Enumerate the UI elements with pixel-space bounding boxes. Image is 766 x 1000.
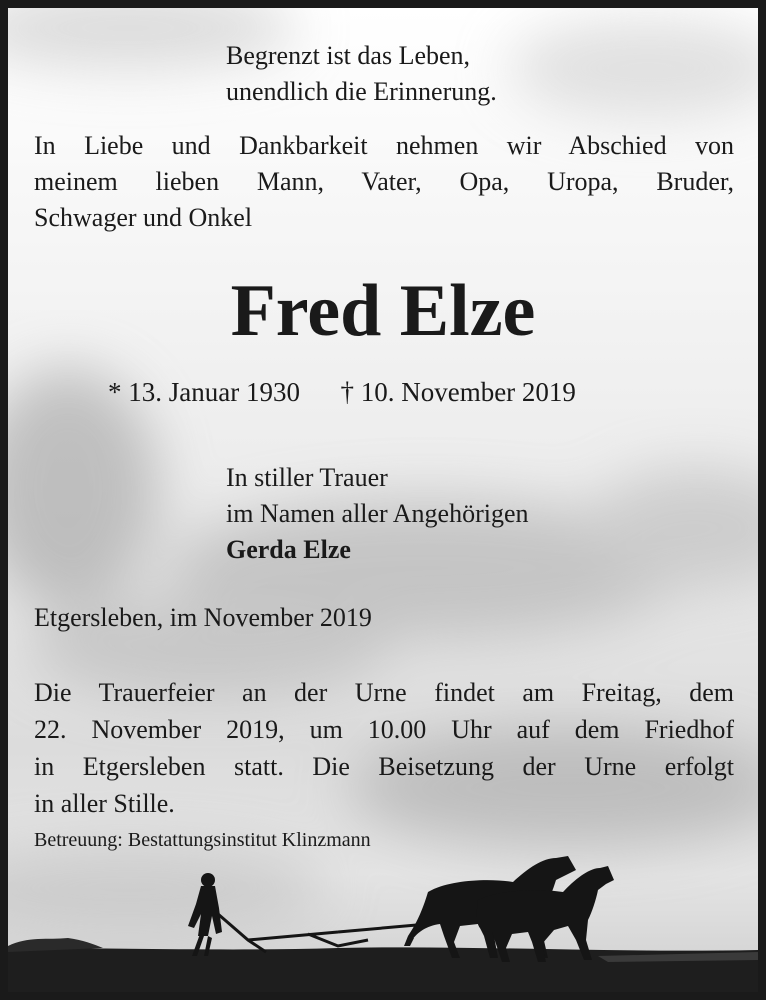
intro-paragraph [34,128,734,236]
farmer-figure [188,873,222,956]
ploughing-horses-silhouette [8,828,758,992]
deceased-name: Fred Elze [230,270,536,352]
death-date: † 10. November 2019 [340,377,576,407]
field-ground [8,947,758,992]
funeral-paragraph [34,674,734,822]
funeral-line: in Etgersleben statt. Die Beisetzung der Urne erfolgt [34,752,734,781]
place-date: Etgersleben, im November 2019 [34,603,372,632]
funeral-home-credit: Betreuung: Bestattungsinstitut Klinzmann [34,829,371,851]
intro-line: Schwager und Onkel [34,203,253,232]
plough [218,914,428,952]
life-dates [108,374,576,410]
intro-line: In Liebe und Dankbarkeit nehmen wir Abschied von [34,131,734,160]
motto [226,38,497,110]
funeral-line: 22. November 2019, um 10.00 Uhr auf dem Friedhof [34,715,734,744]
funeral-line: Die Trauerfeier an der Urne findet am Freitag, dem [34,678,734,707]
funeral-line: in aller Stille. [34,789,175,818]
birth-date: * 13. Januar 1930 [108,377,300,407]
mourning-block [226,460,529,568]
mourning-line: In stiller Trauer [226,463,388,492]
intro-line: meinem lieben Mann, Vater, Opa, Uropa, Bruder, [34,167,734,196]
mourning-line: im Namen aller Angehörigen [226,499,529,528]
signer-name: Gerda Elze [226,535,351,564]
motto-line: unendlich die Erinnerung. [226,77,497,106]
horse-team [404,856,614,962]
motto-line: Begrenzt ist das Leben, [226,41,471,70]
